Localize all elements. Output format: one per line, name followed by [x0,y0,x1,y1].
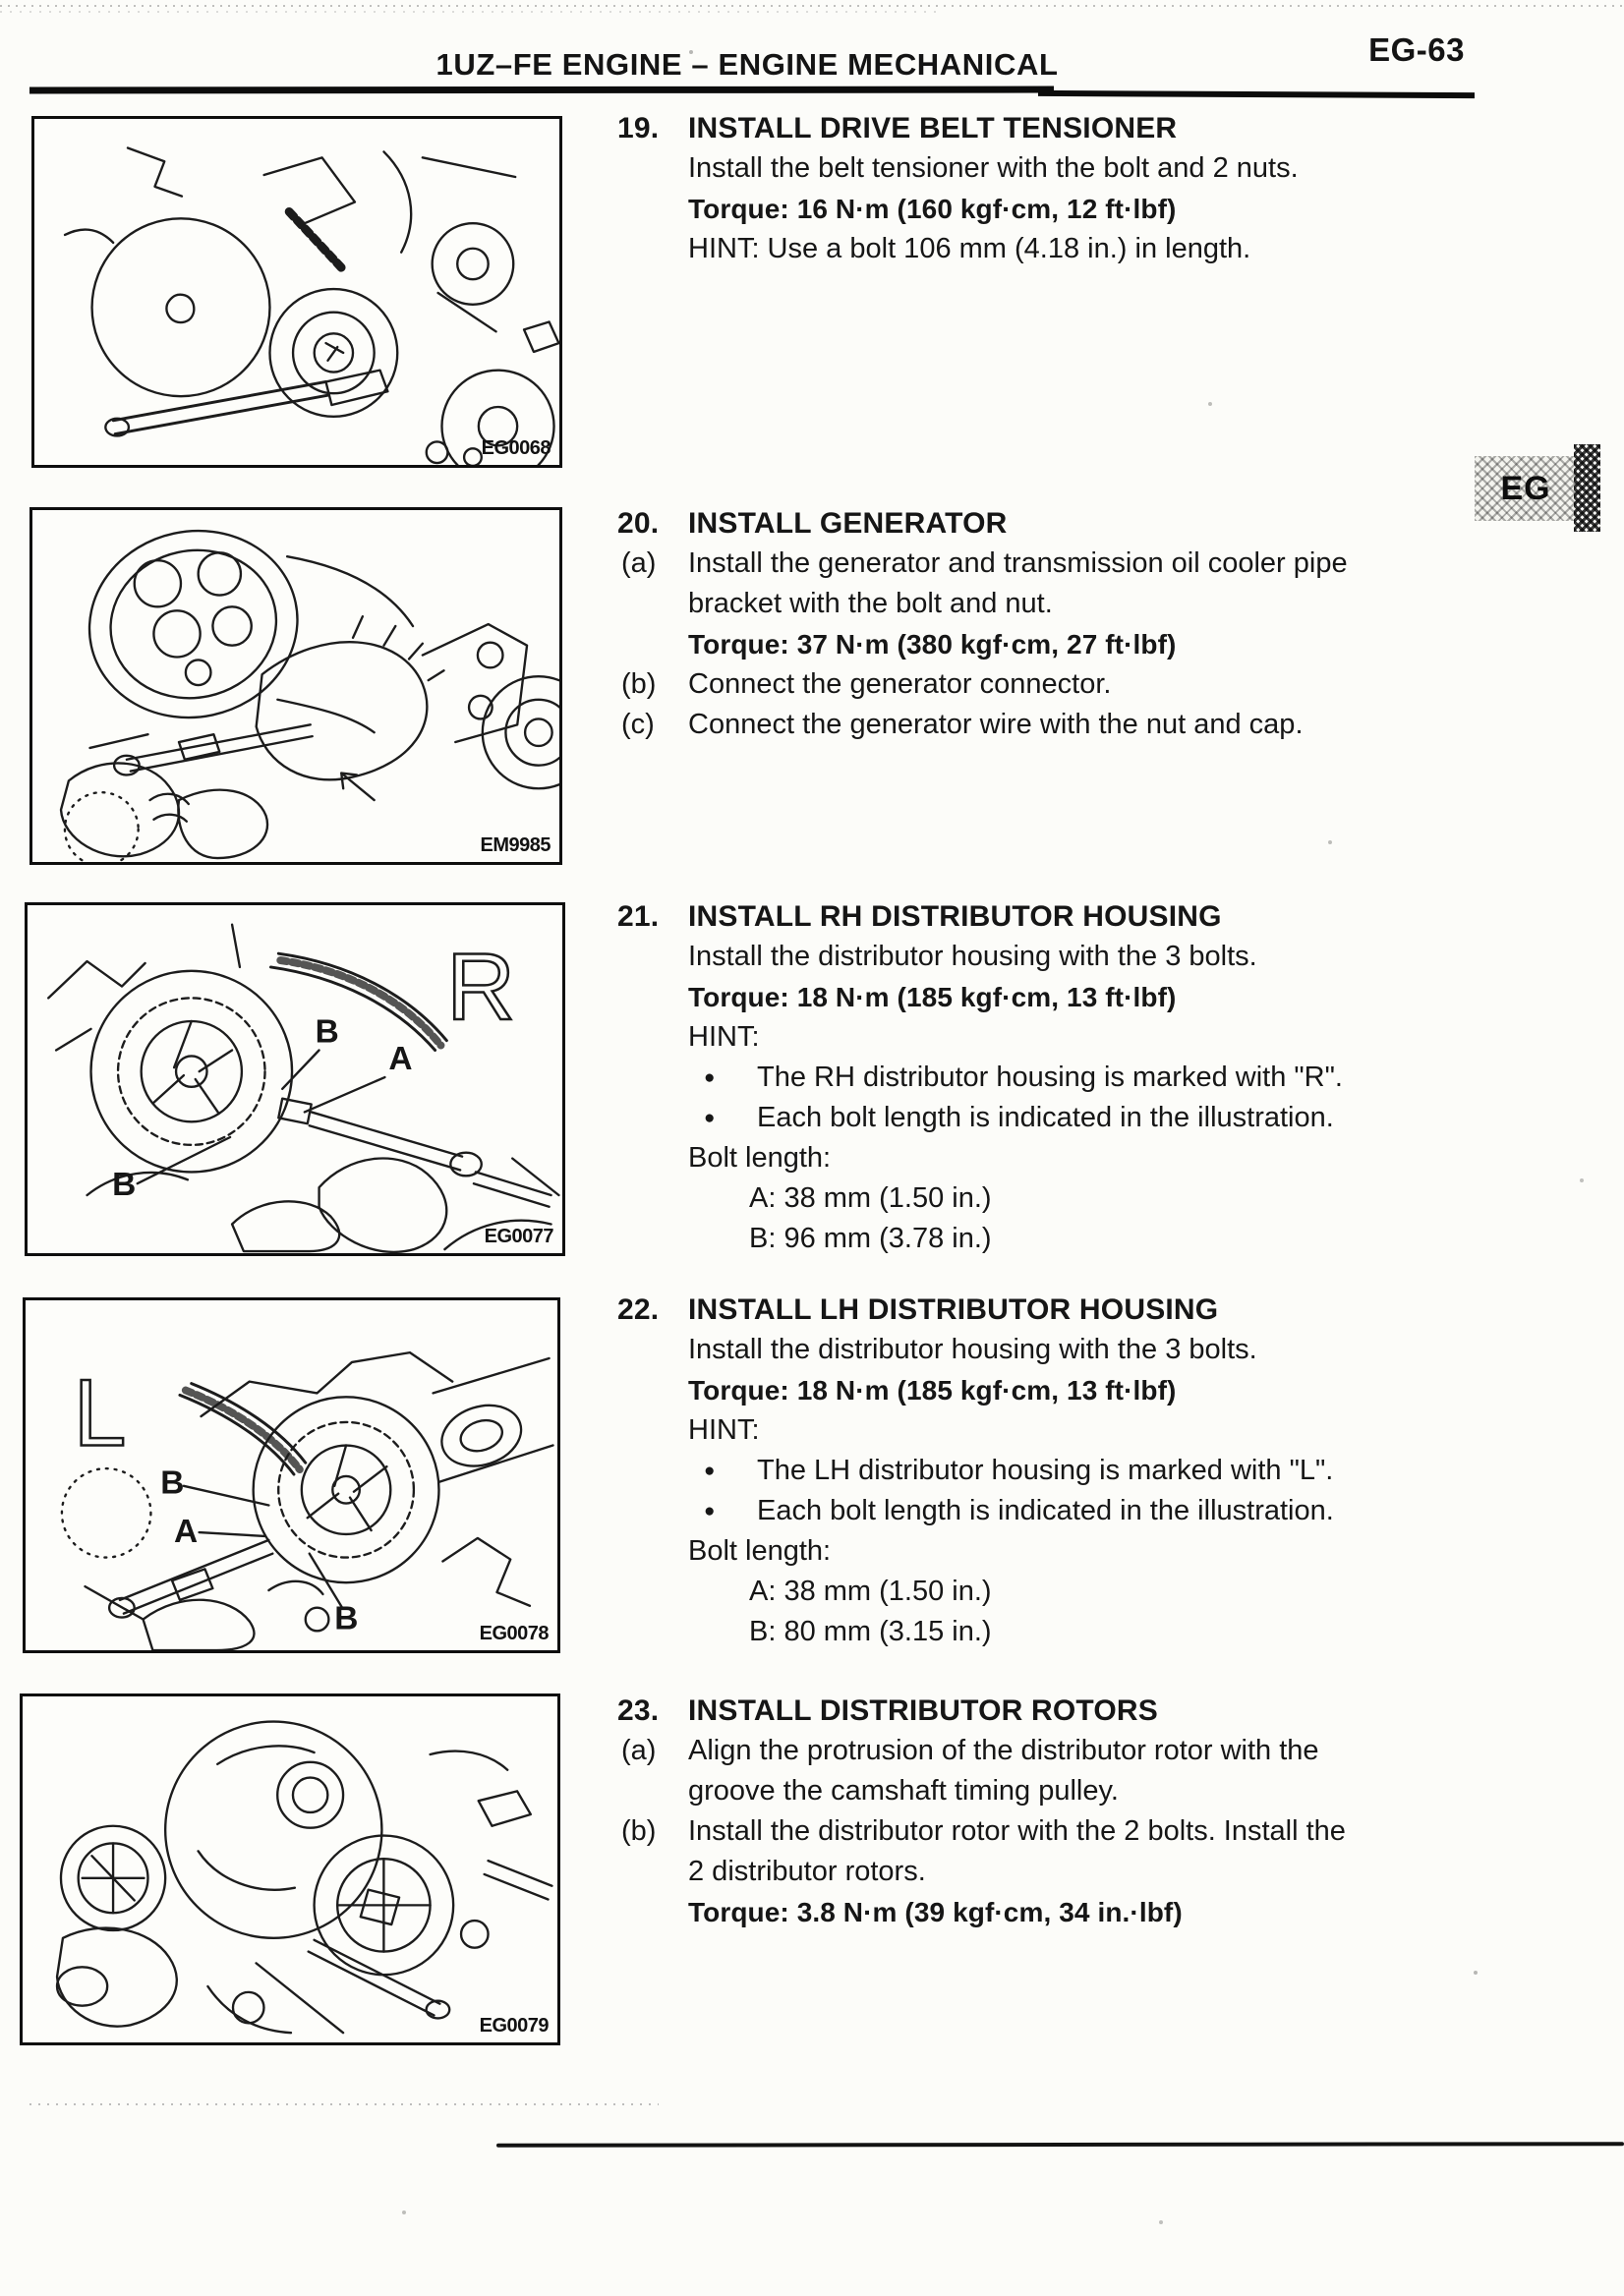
bullet-text: The LH distributor housing is marked with "L". [757,1455,1334,1486]
step-22-heading [617,1290,1532,1330]
page-number: EG-63 [1368,31,1465,68]
bolt-a-spec: A: 38 mm (1.50 in.) [749,1182,992,1214]
step-20-item-c [617,705,1532,745]
step-number: 19. [617,112,660,144]
step-20-heading [617,503,1532,544]
step-23-item-a [617,1731,1532,1771]
step-20-item-b [617,664,1532,705]
item-text: Install the distributor rotor with the 2 bolts. Install the [688,1815,1346,1847]
torque-spec: Torque: 37 N·m (380 kgf·cm, 27 ft·lbf) [688,629,1177,660]
step-20-item-a-cont [617,584,1532,624]
scan-speck-line-top [0,5,1624,7]
bullet-icon: ● [704,1461,716,1481]
drive-belt-tensioner-line-art [34,119,559,465]
step-23-torque [617,1892,1532,1932]
step-22-bolt-b [617,1612,1532,1652]
step-title: INSTALL GENERATOR [688,507,1008,540]
step-21-bullet-1 [617,1058,1532,1098]
body-text: Install the belt tensioner with the bolt and 2 nuts. [688,152,1299,184]
scan-speckles [0,0,2,2]
header-rule-right [1038,90,1475,98]
figure-distributor-rotors [20,1693,560,2045]
step-21-heading [617,896,1532,937]
step-title: INSTALL DISTRIBUTOR ROTORS [688,1694,1158,1727]
scan-line-artifact [496,2142,1624,2148]
torque-spec: Torque: 18 N·m (185 kgf·cm, 13 ft·lbf) [688,1375,1177,1406]
step-title: INSTALL LH DISTRIBUTOR HOUSING [688,1293,1219,1326]
step-19-hint [617,229,1532,269]
distributor-rotors-line-art [23,1696,557,2042]
item-text: Align the protrusion of the distributor rotor with the [688,1735,1319,1766]
step-number: 22. [617,1293,660,1326]
item-marker: (b) [621,668,657,700]
callout-b-bottom: B [334,1600,359,1637]
scan-speck-line-top-2 [0,11,942,13]
step-22-bullet-1 [617,1451,1532,1491]
body-text: Install the distributor housing with the 3 bolts. [688,1334,1257,1365]
callout-b-top: B [315,1013,339,1051]
figure-code: EG0068 [481,437,551,459]
generator-line-art [32,510,559,862]
bullet-text: Each bolt length is indicated in the illustration. [757,1495,1334,1526]
step-21 [617,896,1532,1259]
step-19-heading [617,108,1532,148]
figure-drive-belt-tensioner [31,116,562,468]
step-23-item-b-cont [617,1852,1532,1892]
step-number: 20. [617,507,660,540]
item-text: Connect the generator wire with the nut and cap. [688,709,1304,740]
section-tab-edge-hatch [1574,444,1600,532]
marking-letter-r: R [446,935,515,1041]
step-19 [617,108,1532,269]
figure-code: EG0078 [479,1623,549,1644]
item-text: Install the generator and transmission oil cooler pipe [688,547,1348,579]
step-20-item-a [617,544,1532,584]
lh-distributor-line-art [26,1300,557,1650]
step-22-torque [617,1370,1532,1410]
bullet-text: The RH distributor housing is marked with "R". [757,1062,1343,1093]
bullet-icon: ● [704,1108,716,1128]
marking-letter-l: L [73,1360,127,1466]
torque-spec: Torque: 18 N·m (185 kgf·cm, 13 ft·lbf) [688,982,1177,1012]
scan-dotted-artifact [29,2103,659,2105]
hint-text: HINT: Use a bolt 106 mm (4.18 in.) in length. [688,233,1251,264]
rh-distributor-line-art [28,905,562,1253]
step-23-item-a-cont [617,1771,1532,1811]
step-23 [617,1691,1532,1932]
callout-a: A [388,1041,413,1078]
step-21-body [617,937,1532,977]
step-22-body [617,1330,1532,1370]
step-21-bolt-length-label [617,1138,1532,1178]
bolt-length-label: Bolt length: [688,1535,832,1567]
bolt-b-spec: B: 96 mm (3.78 in.) [749,1223,992,1254]
step-22-bullet-2 [617,1491,1532,1531]
step-title: INSTALL RH DISTRIBUTOR HOUSING [688,900,1222,933]
figure-code: EG0079 [479,2015,549,2037]
step-19-body [617,148,1532,189]
hint-label: HINT: [688,1021,760,1053]
section-tab-label: EG [1500,469,1551,507]
figure-generator [29,507,562,865]
torque-spec: Torque: 3.8 N·m (39 kgf·cm, 34 in.·lbf) [688,1897,1183,1927]
callout-b-top: B [160,1464,185,1502]
torque-spec: Torque: 16 N·m (160 kgf·cm, 12 ft·lbf) [688,194,1177,224]
step-22 [617,1290,1532,1652]
step-20 [617,503,1532,745]
item-marker: (c) [621,709,655,740]
page-title: 1UZ–FE ENGINE – ENGINE MECHANICAL [435,47,1059,82]
callout-a: A [174,1513,199,1550]
bullet-text: Each bolt length is indicated in the illustration. [757,1102,1334,1133]
item-marker: (a) [621,1735,657,1766]
item-text: 2 distributor rotors. [688,1856,926,1887]
step-title: INSTALL DRIVE BELT TENSIONER [688,112,1178,144]
body-text: Install the distributor housing with the 3 bolts. [688,941,1257,972]
step-21-bolt-a [617,1178,1532,1219]
item-text: groove the camshaft timing pulley. [688,1775,1119,1807]
step-19-torque [617,189,1532,229]
step-21-bolt-b [617,1219,1532,1259]
bullet-icon: ● [704,1501,716,1521]
step-21-torque [617,977,1532,1017]
step-20-torque [617,624,1532,664]
item-text: bracket with the bolt and nut. [688,588,1053,619]
step-22-bolt-length-label [617,1531,1532,1572]
step-23-item-b [617,1811,1532,1852]
item-text: Connect the generator connector. [688,668,1112,700]
step-22-hint-label [617,1410,1532,1451]
step-21-hint-label [617,1017,1532,1058]
figure-code: EG0077 [484,1226,553,1247]
step-number: 23. [617,1694,660,1727]
item-marker: (b) [621,1815,657,1847]
bolt-length-label: Bolt length: [688,1142,832,1174]
callout-b-bottom: B [112,1167,137,1203]
item-marker: (a) [621,547,657,579]
figure-code: EM9985 [480,834,551,856]
step-22-bolt-a [617,1572,1532,1612]
header-rule-left [29,86,1054,94]
step-23-heading [617,1691,1532,1731]
bolt-a-spec: A: 38 mm (1.50 in.) [749,1576,992,1607]
bolt-b-spec: B: 80 mm (3.15 in.) [749,1616,992,1647]
step-number: 21. [617,900,660,933]
hint-label: HINT: [688,1414,760,1446]
figure-rh-distributor-housing [25,902,565,1256]
figure-lh-distributor-housing [23,1297,560,1653]
bullet-icon: ● [704,1067,716,1088]
step-21-bullet-2 [617,1098,1532,1138]
